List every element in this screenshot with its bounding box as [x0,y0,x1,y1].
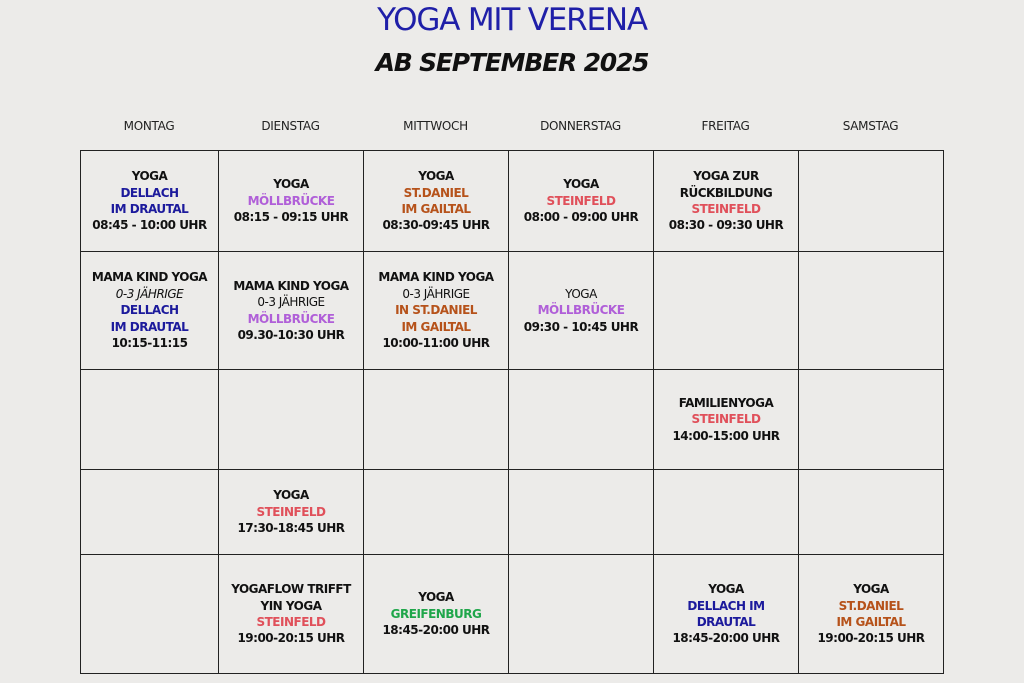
class-age-group: 0-3 JÄHRIGE [257,295,325,310]
class-name: YOGA ZUR [693,169,759,184]
empty-cell [509,555,654,674]
class-cell-monday-1 [81,151,219,252]
class-location: IM GAILTAL [836,615,906,629]
class-name: YOGA [563,177,599,192]
class-name: YOGAFLOW TRIFFT [231,582,351,597]
empty-cell [509,470,654,555]
class-time: 19:00-20:15 UHR [237,631,345,646]
class-cell-friday-5 [654,555,799,674]
class-location: ST.DANIEL [838,598,904,613]
class-cell-friday-1 [654,151,799,252]
class-time: 10:00-11:00 UHR [382,336,490,351]
class-name: YOGA [273,488,309,503]
page-subtitle: AB SEPTEMBER 2025 [375,48,649,77]
schedule-row [81,555,944,674]
empty-cell [364,470,509,555]
class-location: STEINFELD [256,504,326,519]
schedule-row [81,151,944,252]
class-location: STEINFELD [546,193,616,208]
day-label-saturday: SAMSTAG [842,119,899,133]
empty-cell [654,470,799,555]
class-location: DELLACH [120,185,179,200]
class-cell-wednesday-5 [364,555,509,674]
day-label-thursday: DONNERSTAG [540,119,621,133]
class-cell-friday-3 [654,370,799,470]
empty-cell [219,370,364,470]
class-location: DRAUTAL [696,615,756,629]
empty-cell [81,470,219,555]
class-time: 18:45-20:00 UHR [382,623,490,638]
class-time: 18:45-20:00 UHR [672,631,780,646]
class-location: IM GAILTAL [401,319,471,334]
class-name: YOGA [565,286,597,301]
class-cell-tuesday-1 [219,151,364,252]
class-name: MAMA KIND YOGA [378,270,494,285]
class-cell-wednesday-1 [364,151,509,252]
class-location: IM DRAUTAL [110,202,189,216]
class-name: FAMILIENYOGA [678,395,774,410]
class-time: 08:00 - 09:00 UHR [523,210,639,225]
class-cell-tuesday-4 [219,470,364,555]
empty-cell [799,252,944,370]
class-time: 09:30 - 10:45 UHR [523,319,639,334]
class-location: IM GAILTAL [401,202,471,216]
class-time: 19:00-20:15 UHR [817,631,925,646]
class-location: ST.DANIEL [403,185,469,200]
empty-cell [799,151,944,252]
class-location: IN ST.DANIEL [395,303,477,318]
schedule-row [81,252,944,370]
class-cell-thursday-1 [509,151,654,252]
schedule-table [80,150,944,674]
class-name: YOGA [853,582,889,597]
class-time: 14:00-15:00 UHR [672,428,780,443]
empty-cell [81,555,219,674]
day-label-monday: MONTAG [123,119,175,133]
class-name: YOGA [418,169,454,184]
class-cell-wednesday-2 [364,252,509,370]
class-cell-saturday-5 [799,555,944,674]
class-name: YOGA [131,169,168,184]
empty-cell [81,370,219,470]
class-location: DELLACH [120,303,179,318]
class-time: 08:45 - 10:00 UHR [92,218,207,233]
class-location: MÖLLBRÜCKE [247,311,335,326]
class-time: 08:15 - 09:15 UHR [233,210,349,225]
class-name: YOGA [273,177,309,192]
class-age-group: 0-3 JÄHRIGE [115,286,184,301]
class-cell-monday-2 [81,252,219,370]
class-time: 08:30 - 09:30 UHR [668,218,784,233]
page-title: YOGA MIT VERENA [377,2,647,38]
class-location: MÖLLBRÜCKE [537,303,625,318]
class-time: 08:30-09:45 UHR [382,218,490,233]
class-time: 10:15-11:15 [111,336,188,351]
class-name: MAMA KIND YOGA [233,278,349,293]
class-name: RÜCKBILDUNG [679,185,773,200]
class-name: MAMA KIND YOGA [91,270,208,285]
day-label-tuesday: DIENSTAG [261,119,320,133]
schedule-row [81,370,944,470]
class-location: DELLACH IM [687,598,765,613]
class-time: 09.30-10:30 UHR [237,327,345,342]
class-cell-tuesday-5 [219,555,364,674]
class-location: MÖLLBRÜCKE [247,193,335,208]
class-age-group: 0-3 JÄHRIGE [402,286,470,301]
class-name: YOGA [418,590,454,605]
class-location: STEINFELD [256,615,326,629]
empty-cell [364,370,509,470]
empty-cell [509,370,654,470]
class-location: GREIFENBURG [390,606,482,621]
schedule-row [81,470,944,555]
class-location: STEINFELD [691,412,761,427]
class-time: 17:30-18:45 UHR [237,521,345,536]
empty-cell [654,252,799,370]
empty-cell [799,370,944,470]
class-location: STEINFELD [691,202,761,216]
class-location: IM DRAUTAL [110,319,189,334]
weekday-header-row [80,119,943,133]
class-name: YIN YOGA [260,598,322,613]
empty-cell [799,470,944,555]
class-cell-thursday-2 [509,252,654,370]
day-label-wednesday: MITTWOCH [403,119,468,133]
class-cell-tuesday-2 [219,252,364,370]
day-label-friday: FREITAG [701,119,750,133]
class-name: YOGA [708,582,744,597]
